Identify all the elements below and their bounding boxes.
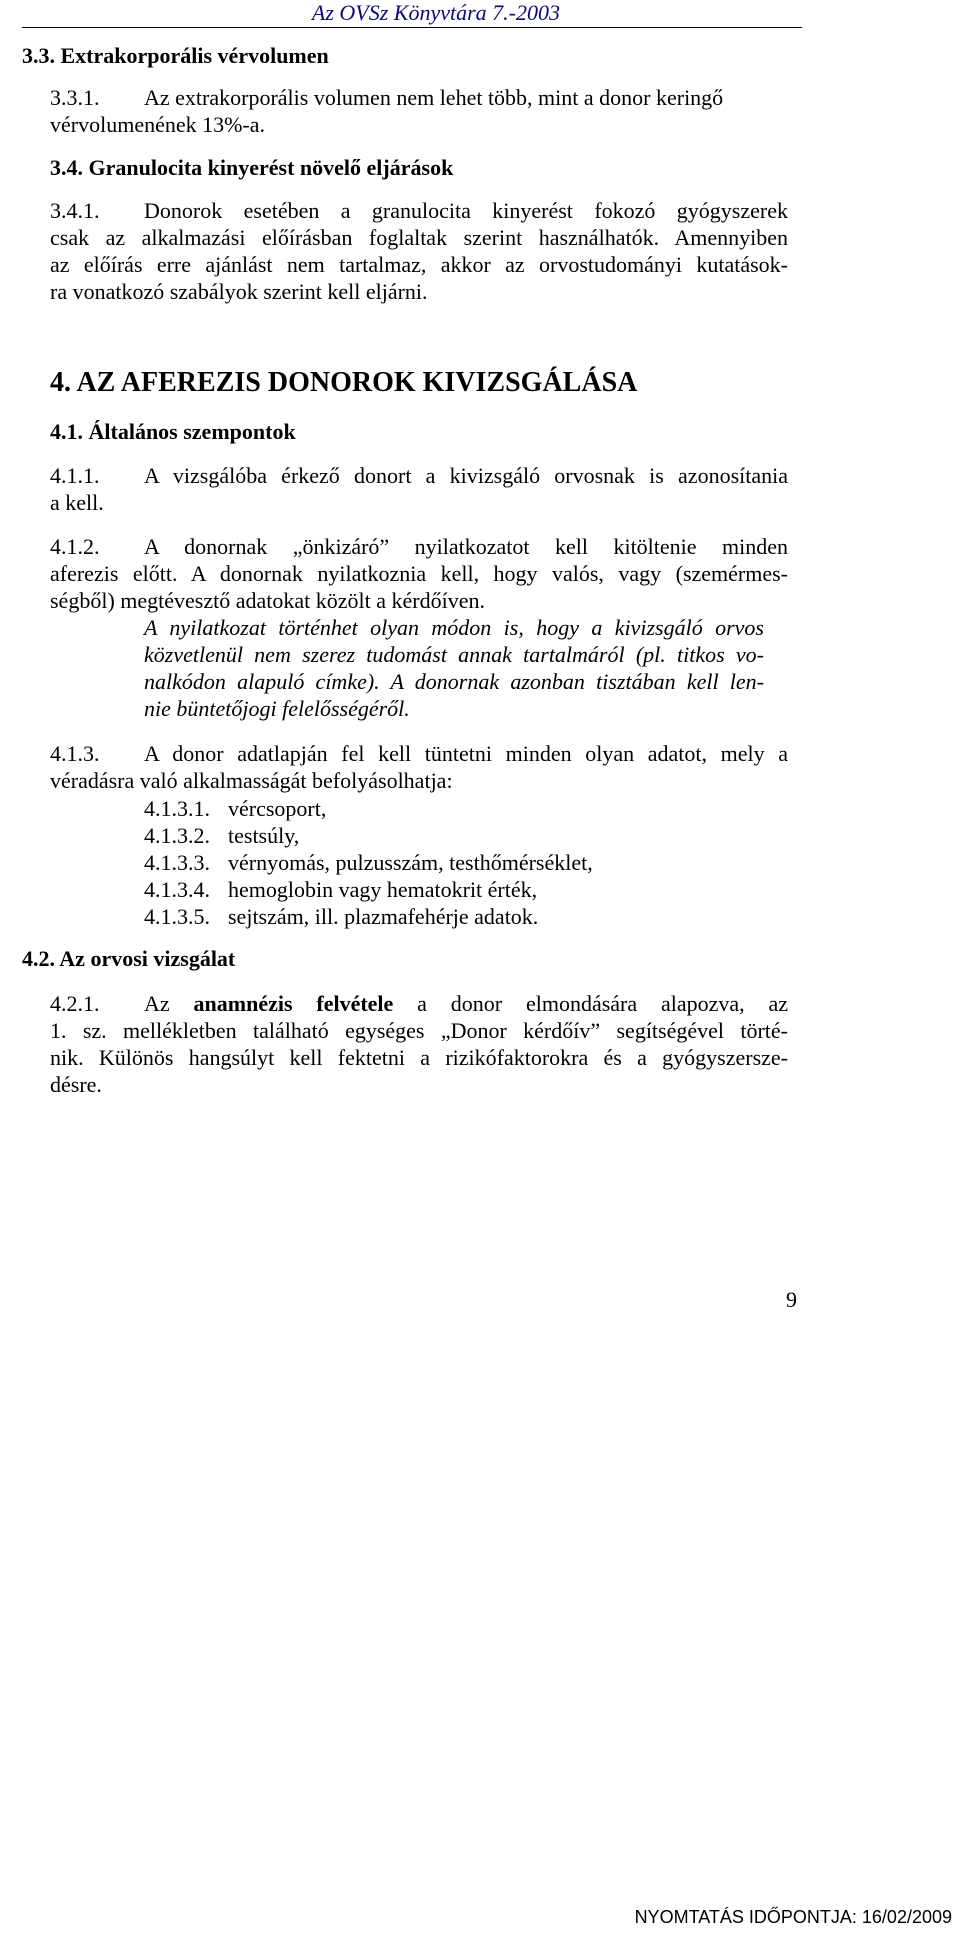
bold-term: anamnézis felvétele	[193, 991, 394, 1016]
print-date-footer: NYOMTATÁS IDŐPONTJA: 16/02/2009	[634, 1907, 952, 1927]
paragraph-text: 1. sz. mellékletben található egységes „Donor kérdőív” segítségével törté-	[50, 1018, 788, 1043]
paragraph-text: A vizsgálóba érkező donort a kivizsgáló orvosnak is azonosítania	[144, 463, 788, 488]
italic-note: közvetlenül nem szerez tudomást annak tartalmáról (pl. titkos vo-	[144, 642, 764, 667]
paragraph-text: désre.	[50, 1072, 102, 1097]
list-item-number: 4.1.3.3.	[144, 850, 210, 875]
paragraph-text: ségből) megtévesztő adatokat közölt a kérdőíven.	[50, 588, 485, 613]
paragraph-text: Az extrakorporális volumen nem lehet több, mint a donor keringő	[144, 85, 724, 110]
paragraph-text-line	[144, 990, 788, 1017]
list-item-number: 4.1.3.5.	[144, 904, 210, 929]
paragraph-text: véradásra való alkalmasságát befolyásolhatja:	[50, 768, 453, 793]
paragraph-number: 4.2.1.	[50, 991, 100, 1016]
paragraph-text: az előírás erre ajánlást nem tartalmaz, akkor az orvostudományi kutatások-	[50, 252, 788, 277]
paragraph-text: ra vonatkozó szabályok szerint kell eljárni.	[50, 279, 428, 304]
header-rule	[22, 27, 802, 28]
chapter-heading-4: 4. AZ AFEREZIS DONOROK KIVIZSGÁLÁSA	[50, 367, 638, 398]
list-item-text: vércsoport,	[228, 796, 327, 821]
paragraph-number: 4.1.3.	[50, 741, 100, 766]
paragraph-number: 3.3.1.	[50, 85, 100, 110]
list-item-text: hemoglobin vagy hematokrit érték,	[228, 877, 538, 902]
paragraph-text: vérvolumenének 13%-a.	[50, 112, 266, 137]
text-run: a donor elmondására alapozva, az	[417, 991, 789, 1016]
list-item-text: sejtszám, ill. plazmafehérje adatok.	[228, 904, 539, 929]
list-item-number: 4.1.3.1.	[144, 796, 210, 821]
page-number: 9	[786, 1287, 797, 1312]
paragraph-text: A donornak „önkizáró” nyilatkozatot kell kitöltenie minden	[144, 534, 788, 559]
section-heading-3-3: 3.3. Extrakorporális vérvolumen	[22, 43, 329, 68]
italic-note: A nyilatkozat történhet olyan módon is, hogy a kivizsgáló orvos	[144, 615, 764, 640]
list-item-text: testsúly,	[228, 823, 300, 848]
italic-note: nalkódon alapuló címke). A donornak azonban tisztában kell len-	[144, 669, 764, 694]
header-title: Az OVSz Könyvtára 7.-2003	[311, 0, 560, 25]
paragraph-number: 4.1.1.	[50, 463, 100, 488]
paragraph-text: csak az alkalmazási előírásban foglaltak szerint használhatók. Amennyiben	[50, 225, 788, 250]
text-run: Az	[144, 991, 170, 1016]
list-item-number: 4.1.3.2.	[144, 823, 210, 848]
running-header	[22, 0, 802, 28]
paragraph-number: 4.1.2.	[50, 534, 100, 559]
italic-note: nie büntetőjogi felelősségéről.	[144, 696, 410, 721]
paragraph-text: nik. Különös hangsúlyt kell fektetni a rizikófaktorokra és a gyógyszersze-	[50, 1045, 788, 1070]
section-heading-4-1: 4.1. Általános szempontok	[50, 419, 296, 444]
paragraph-text: A donor adatlapján fel kell tüntetni minden olyan adatot, mely a	[144, 741, 788, 766]
list-item-text: vérnyomás, pulzusszám, testhőmérséklet,	[228, 850, 593, 875]
paragraph-text: Donorok esetében a granulocita kinyerést fokozó gyógyszerek	[144, 198, 788, 223]
paragraph-text: aferezis előtt. A donornak nyilatkoznia kell, hogy valós, vagy (szemérmes-	[50, 561, 788, 586]
section-heading-4-2: 4.2. Az orvosi vizsgálat	[22, 946, 236, 971]
section-heading-3-4: 3.4. Granulocita kinyerést növelő eljárások	[50, 155, 454, 180]
list-item-number: 4.1.3.4.	[144, 877, 210, 902]
paragraph-number: 3.4.1.	[50, 198, 100, 223]
paragraph-text: a kell.	[50, 490, 104, 515]
